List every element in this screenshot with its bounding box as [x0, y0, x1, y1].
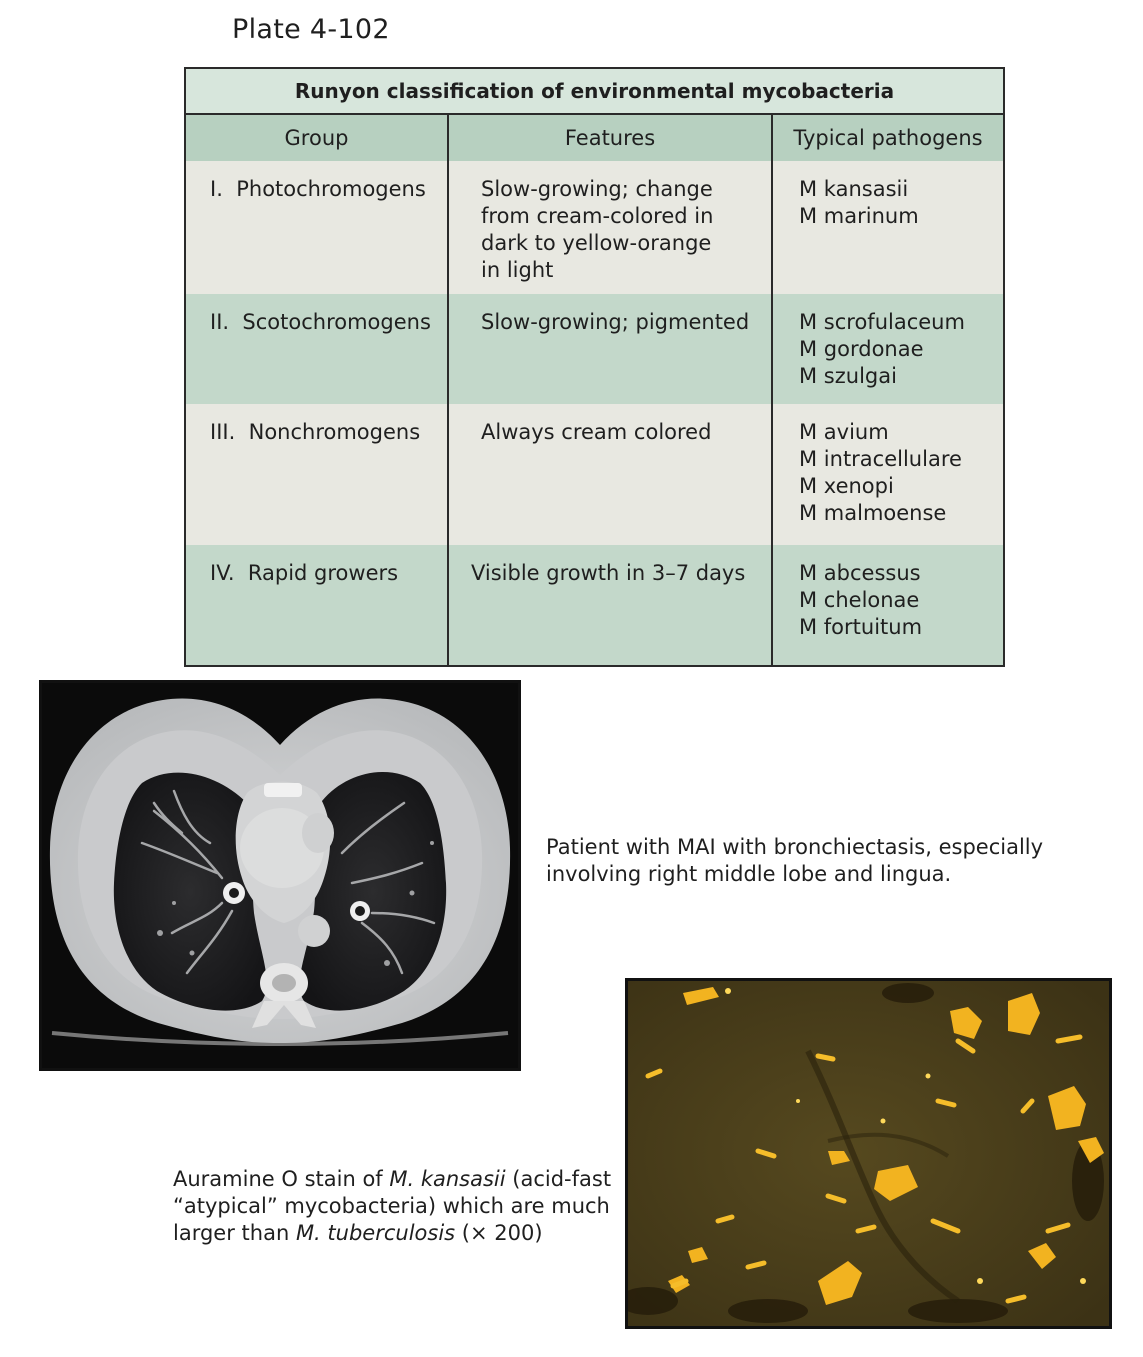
plate-label: Plate 4-102: [232, 14, 390, 45]
feature-line: Visible growth in 3–7 days: [471, 561, 746, 585]
column-header-pathogens: Typical pathogens: [772, 114, 1004, 161]
pathogen-name: M intracellulare: [799, 447, 962, 471]
stain-caption-line: “atypical” mycobacteria) which are much: [173, 1194, 610, 1218]
pathogen-name: M scrofulaceum: [799, 310, 965, 334]
pathogen-name: M kansasii: [799, 177, 909, 201]
pathogen-name: M abcessus: [799, 561, 921, 585]
pathogen-name: M avium: [799, 420, 889, 444]
table-title: Runyon classification of environmental mycobacteria: [185, 68, 1004, 114]
features-cell: [448, 404, 772, 545]
group-label: I. Photochromogens: [210, 177, 426, 201]
stain-micrograph-graphic: [628, 981, 1109, 1326]
pathogen-name: M marinum: [799, 204, 919, 228]
group-label: II. Scotochromogens: [210, 310, 431, 334]
caption-species: M. kansasii: [389, 1167, 506, 1191]
pathogens-cell: [772, 161, 1004, 294]
stain-caption-line: [173, 1220, 623, 1247]
table-row: [185, 294, 1004, 404]
group-label: III. Nonchromogens: [210, 420, 421, 444]
caption-text: (× 200): [455, 1221, 543, 1245]
table-row: [185, 404, 1004, 545]
table-row: [185, 545, 1004, 666]
pathogen-name: M szulgai: [799, 364, 897, 388]
group-cell: [185, 161, 448, 294]
pathogens-cell: [772, 545, 1004, 666]
group-cell: [185, 545, 448, 666]
feature-line: in light: [481, 258, 554, 282]
ct-caption-line: involving right middle lobe and lingua.: [546, 862, 952, 886]
caption-text: (acid-fast: [505, 1167, 612, 1191]
ct-scan-graphic: [42, 683, 518, 1068]
pathogen-name: M malmoense: [799, 501, 947, 525]
pathogen-name: M xenopi: [799, 474, 894, 498]
feature-line: dark to yellow-orange: [481, 231, 712, 255]
feature-line: Always cream colored: [481, 420, 712, 444]
auramine-stain-image: [625, 978, 1112, 1329]
stain-caption: [173, 1166, 623, 1247]
feature-line: from cream-colored in: [481, 204, 714, 228]
column-header-group: Group: [185, 114, 448, 161]
pathogens-cell: [772, 294, 1004, 404]
pathogen-name: M gordonae: [799, 337, 924, 361]
pathogens-cell: [772, 404, 1004, 545]
group-cell: [185, 294, 448, 404]
ct-caption: [546, 834, 1106, 888]
feature-line: Slow-growing; pigmented: [481, 310, 750, 334]
pathogen-name: M fortuitum: [799, 615, 923, 639]
stain-caption-line: [173, 1166, 623, 1193]
caption-species: M. tuberculosis: [295, 1221, 456, 1245]
features-cell: [448, 545, 772, 666]
table-row: [185, 161, 1004, 294]
runyon-classification-table: [184, 67, 1005, 667]
features-cell: [448, 161, 772, 294]
ct-scan-image: [39, 680, 521, 1071]
caption-text: Auramine O stain of: [173, 1167, 390, 1191]
pathogen-name: M chelonae: [799, 588, 920, 612]
group-label: IV. Rapid growers: [210, 561, 399, 585]
features-cell: [448, 294, 772, 404]
caption-text: larger than: [173, 1221, 296, 1245]
ct-caption-line: Patient with MAI with bronchiectasis, especially: [546, 835, 1044, 859]
feature-line: Slow-growing; change: [481, 177, 713, 201]
column-header-features: Features: [448, 114, 772, 161]
group-cell: [185, 404, 448, 545]
